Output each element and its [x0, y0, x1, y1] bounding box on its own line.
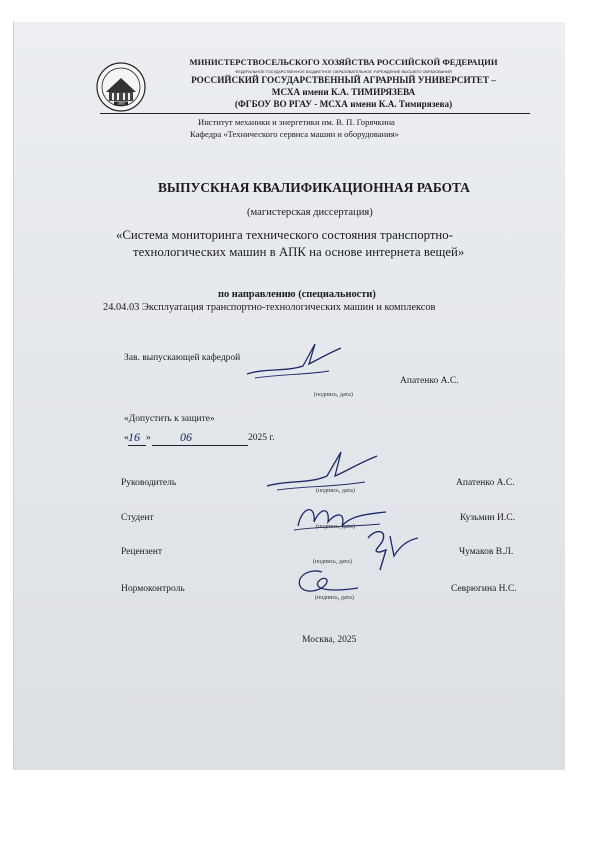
work-type: ВЫПУСКНАЯ КВАЛИФИКАЦИОННАЯ РАБОТА — [158, 180, 470, 195]
university-line-1: РОССИЙСКИЙ ГОСУДАРСТВЕННЫЙ АГРАРНЫЙ УНИВЕРСИТЕТ – — [191, 75, 496, 85]
university-line-2: МСХА имени К.А. ТИМИРЯЗЕВА — [271, 87, 416, 97]
head-of-department-label: Зав. выпускающей кафедрой — [124, 353, 241, 363]
university-abbreviation: (ФГБОУ ВО РГАУ - МСХА имени К.А. Тимирязева) — [234, 99, 453, 109]
date-month: 06 — [180, 430, 192, 444]
supervisor-signature-caption: (подпись, дата) — [316, 488, 355, 494]
work-subtype: (магистерская диссертация) — [247, 207, 373, 218]
date-day: 16 — [128, 430, 140, 444]
normcontrol-role: Нормоконтроль — [121, 584, 185, 594]
student-role: Студент — [121, 513, 154, 523]
institute-name: Институт механики и энергетики им. В. П. Горячкина — [198, 117, 395, 127]
date-close-quote: » — [146, 433, 151, 443]
header-divider — [100, 113, 530, 114]
head-signature-caption: (подпись, дата) — [314, 392, 353, 398]
date-open-quote: « — [124, 433, 129, 443]
normcontrol-signature-caption: (подпись, дата) — [315, 595, 354, 601]
date-day-line — [128, 445, 146, 446]
university-seal-icon — [96, 62, 146, 112]
direction-value: 24.04.03 Эксплуатация транспортно-технологических машин и комплексов — [103, 302, 436, 313]
reviewer-signature-icon — [364, 526, 420, 574]
date-year: 2025 г. — [248, 433, 275, 443]
seal-year: 1865 — [117, 101, 125, 106]
head-signature-icon — [245, 338, 345, 380]
reviewer-name: Чумаков В.Л. — [459, 547, 514, 557]
admit-label: «Допустить к защите» — [124, 414, 215, 424]
topic-line-1: «Система мониторинга технического состояния транспортно- — [116, 228, 453, 242]
supervisor-name: Апатенко А.С. — [456, 478, 515, 488]
supervisor-signature-icon — [265, 446, 380, 492]
head-of-department-name: Апатенко А.С. — [400, 376, 459, 386]
reviewer-signature-caption: (подпись, дата) — [313, 559, 352, 565]
supervisor-role: Руководитель — [121, 478, 177, 488]
ministry-name: МИНИСТЕРСТВОСЕЛЬСКОГО ХОЗЯЙСТВА РОССИЙСКОЙ ФЕДЕРАЦИИ — [189, 57, 498, 67]
department-name: Кафедра «Технического сервиса машин и оборудования» — [190, 129, 399, 139]
institution-type: ФЕДЕРАЛЬНОЕ ГОСУДАРСТВЕННОЕ БЮДЖЕТНОЕ ОБРАЗОВАТЕЛЬНОЕ УЧРЕЖДЕНИЕ ВЫСШЕГО ОБРАЗОВАНИЯ — [235, 69, 452, 74]
reviewer-role: Рецензент — [121, 547, 162, 557]
student-name: Кузьмин И.С. — [460, 513, 515, 523]
normcontrol-name: Севрюгина Н.С. — [451, 584, 517, 594]
topic-line-2: технологических машин в АПК на основе интернета вещей» — [133, 245, 465, 259]
place-and-year: Москва, 2025 — [302, 635, 357, 645]
date-month-line — [152, 445, 248, 446]
student-signature-caption: (подпись, дата) — [316, 524, 355, 530]
direction-label: по направлению (специальности) — [218, 289, 376, 300]
